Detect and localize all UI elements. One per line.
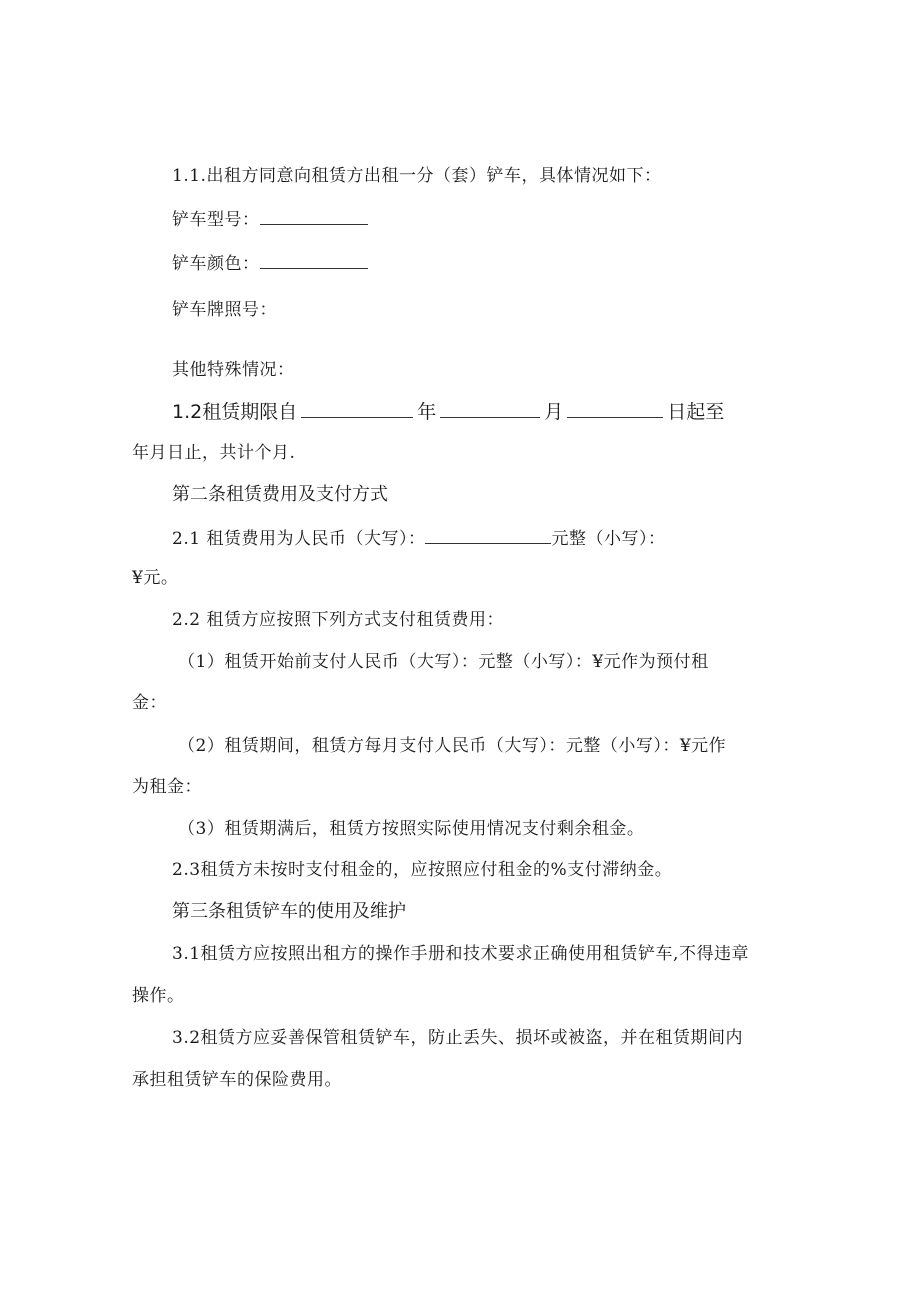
model-blank	[260, 206, 368, 225]
year-blank	[301, 399, 413, 418]
other-label: 其他特殊情况：	[172, 360, 295, 380]
month-label: 月	[544, 401, 564, 423]
clause-3-2: 3.2租赁方应妥善保管租赁铲车，防止丢失、损坏或被盗，并在租赁期间内	[172, 1028, 744, 1048]
item-3: （3）租赁期满后，租赁方按照实际使用情况支付剩余租金。	[178, 819, 645, 839]
color-blank	[260, 250, 368, 269]
section-2-title: 第二条租赁费用及支付方式	[172, 484, 388, 505]
color-line	[172, 250, 368, 276]
day-blank	[567, 399, 663, 418]
model-label: 铲车型号：	[172, 210, 260, 230]
item-1: （1）租赁开始前支付人民币（大写）：元整（小写）：¥元作为预付租	[178, 652, 709, 672]
model-line	[172, 206, 368, 232]
clause-1-1: 1.1.出租方同意向租赁方出租一分（套）铲车，具体情况如下：	[172, 166, 662, 186]
clause-2-1-suffix: 元整（小写）：	[551, 529, 666, 549]
item-1-cont: 金：	[132, 693, 167, 713]
clause-3-1-cont: 操作。	[132, 986, 185, 1006]
clause-2-2: 2.2 租赁方应按照下列方式支付租赁费用：	[172, 610, 504, 630]
clause-3-2-cont: 承担租赁铲车的保险费用。	[132, 1070, 342, 1090]
clause-2-1-cont: ¥元。	[132, 568, 179, 588]
clause-3-1: 3.1租赁方应按照出租方的操作手册和技术要求正确使用租赁铲车,不得违章	[172, 944, 749, 964]
clause-2-1-prefix: 2.1 租赁费用为人民币（大写）：	[172, 529, 426, 549]
day-suffix: 日起至	[667, 401, 725, 423]
month-blank	[440, 399, 540, 418]
clause-1-2-prefix: 1.2租赁期限自	[172, 401, 298, 423]
clause-1-2	[172, 399, 724, 424]
clause-2-1	[172, 525, 665, 551]
year-label: 年	[417, 401, 437, 423]
item-2-cont: 为租金：	[132, 777, 202, 797]
item-2: （2）租赁期间，租赁方每月支付人民币（大写）：元整（小写）：¥元作	[178, 736, 727, 756]
plate-label: 铲车牌照号：	[172, 300, 277, 320]
clause-1-2-cont: 年月日止，共计个月.	[132, 443, 296, 463]
clause-2-3: 2.3租赁方未按时支付租金的，应按照应付租金的%支付滞纳金。	[172, 860, 673, 880]
section-3-title: 第三条租赁铲车的使用及维护	[172, 901, 406, 922]
amount-blank	[425, 525, 551, 544]
color-label: 铲车颜色：	[172, 254, 260, 274]
